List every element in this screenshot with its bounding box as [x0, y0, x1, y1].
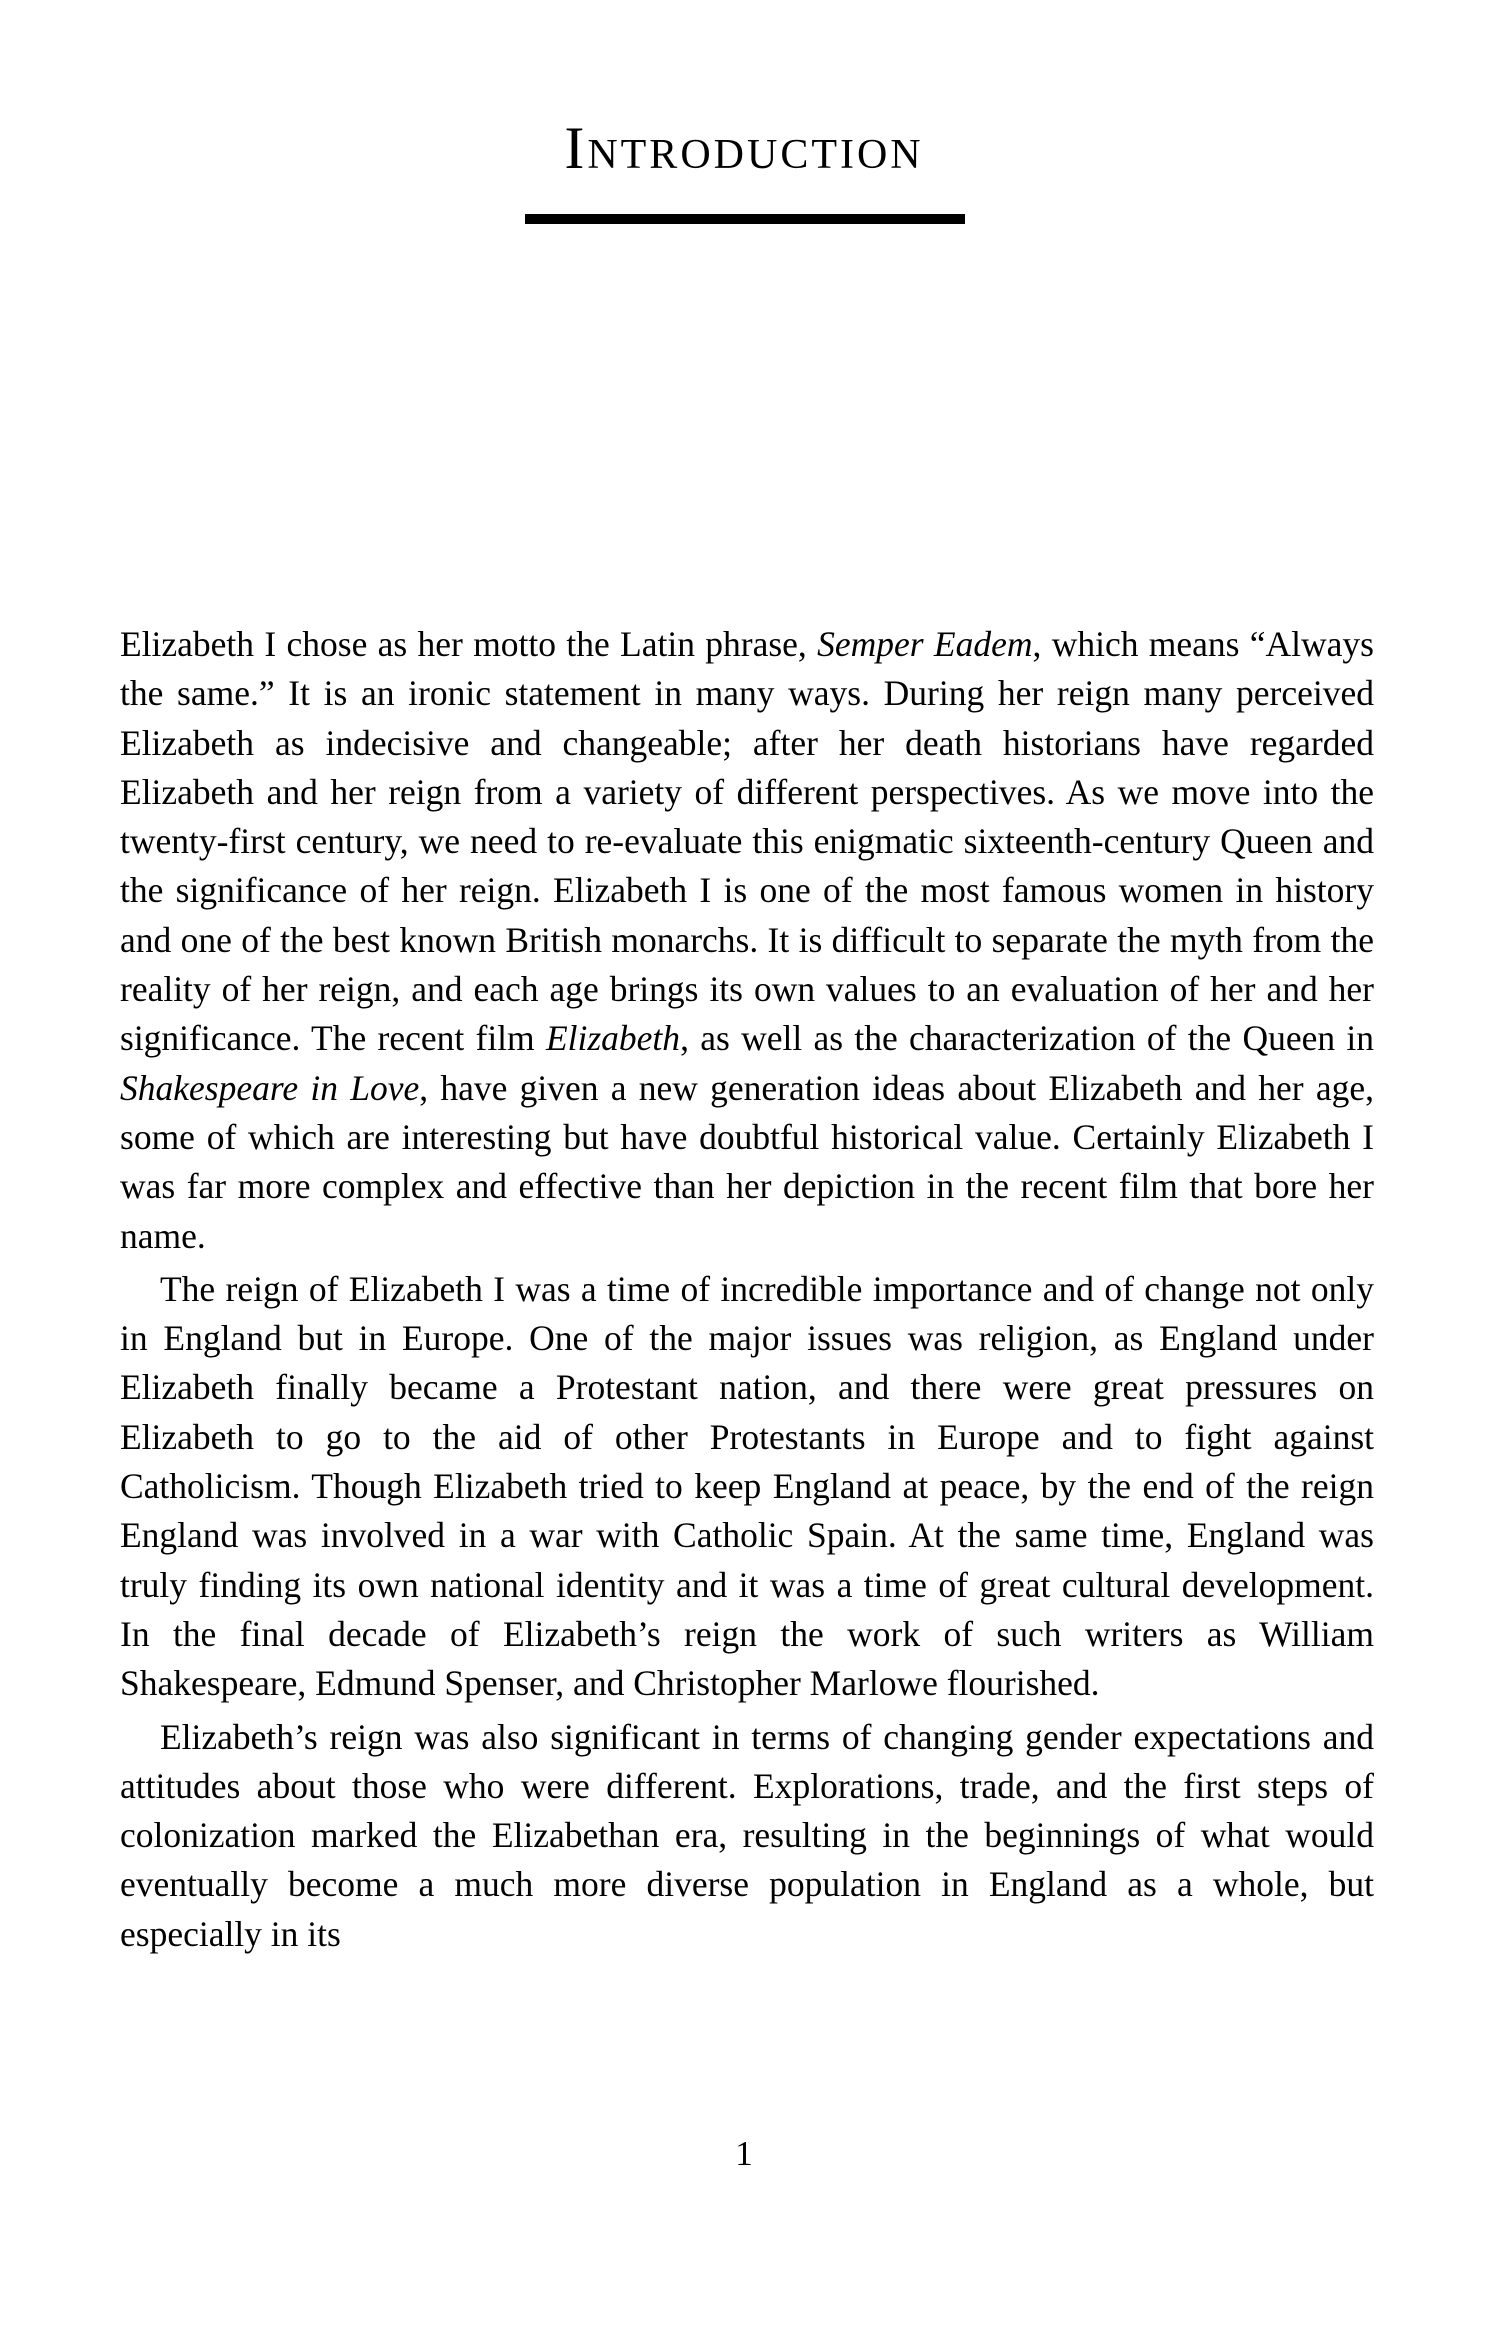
text-segment: The reign of Elizabeth I was a time of incredible importance and of change not only in England but in Europe. One of the major issues was religion, as England under Elizabeth finally became a Protestant nation, and there were great pressures on Elizabeth to go to the aid of other Protestants in Europe and to fight against Catholicism. Though Elizabeth tried to keep England at peace, by the end of the reign England was involved in a war with Catholic Spain. At the same time, England was truly finding its own national identity and it was a time of great cultural development. In the final decade of Elizabeth’s reign the work of such writers as William Shakespeare, Edmund Spenser, and Christopher Marlowe flourished. — [120, 1268, 1374, 1704]
text-segment: Elizabeth’s reign was also significant in terms of changing gender expectations and attitudes about those who were different. Explorations, trade, and the first steps of colonization marked the Elizabethan era, resulting in the beginnings of what would eventually become a much more diverse population in England as a whole, but especially in its — [120, 1716, 1374, 1954]
text-segment: , which means “Always the same.” It is an ironic statement in many ways. During her reign many perceived Elizabeth as indecisive and changeable; after her death historians have regarded Elizabeth and her reign from a variety of different perspectives. As we move into the twenty-first century, we need to re-evaluate this enigmatic sixteenth-century Queen and the significance of her reign. Elizabeth I is one of the most famous women in history and one of the best known British monarchs. It is difficult to separate the myth from the reality of her reign, and each age brings its own values to an evaluation of her and her significance. The recent film — [120, 624, 1374, 1059]
paragraph-1 — [120, 620, 1374, 1261]
italic-film-title-elizabeth: Elizabeth — [545, 1018, 681, 1059]
paragraph-2 — [120, 1265, 1374, 1709]
chapter-title: Introduction — [564, 115, 924, 181]
page-number: 1 — [735, 2134, 753, 2173]
text-segment: , have given a new generation ideas about Elizabeth and her age, some of which are interesting but have doubtful historical value. Certainly Elizabeth I was far more complex and effective than her depiction in the recent film that bore her name. — [120, 1067, 1374, 1256]
body-text — [120, 620, 1374, 1959]
title-underline-rule — [525, 214, 965, 224]
italic-film-title-shakespeare-in-love: Shakespeare in Love — [120, 1067, 420, 1108]
text-segment: , as well as the characterization of the Queen in — [680, 1018, 1375, 1059]
italic-phrase-semper-eadem: Semper Eadem — [817, 624, 1033, 664]
paragraph-3 — [120, 1713, 1374, 1959]
text-segment: Elizabeth I chose as her motto the Latin phrase, — [120, 624, 818, 664]
